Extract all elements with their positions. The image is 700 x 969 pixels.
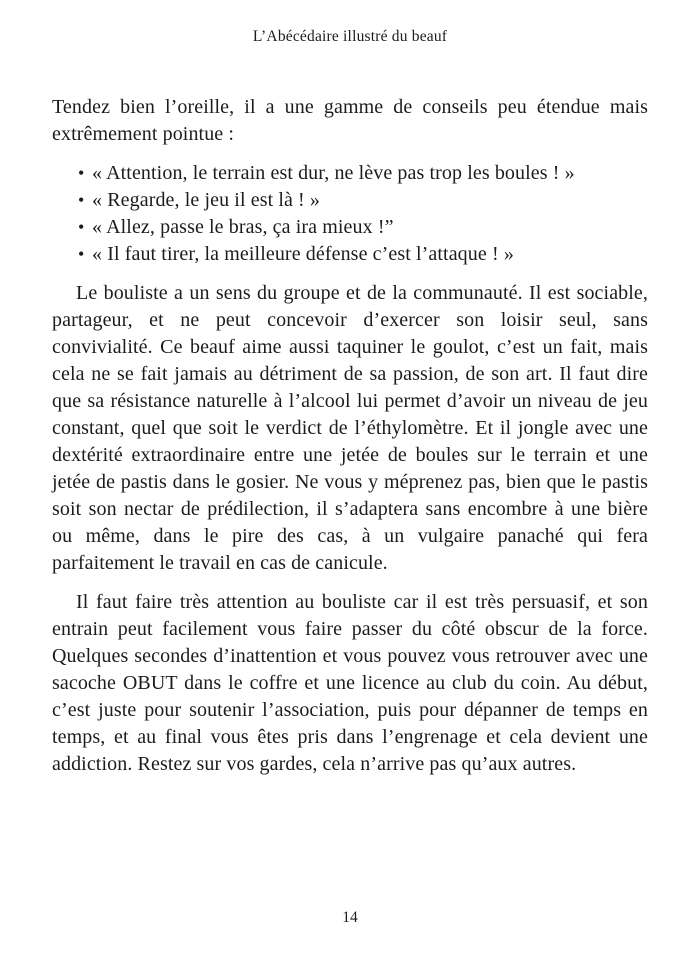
body-paragraph: Il faut faire très attention au bouliste car il est très persuasif, et son entrain peut facilement vous faire passer du côté obscur de la force. Quelques secondes d’inattention et vous pouvez vous retrouver avec une sacoche OBUT dans le coffre et une licence au club du coin. Au début, c’est juste pour soutenir l’association, puis pour dépanner de temps en temps, et au final vous êtes pris dans l’engrenage et cela devient une addiction. Restez sur vos gardes, cela n’arrive pas qu’aux autres. xyxy=(52,591,648,775)
page-content xyxy=(52,94,648,778)
list-item-text: « Il faut tirer, la meilleure défense c’est l’attaque ! » xyxy=(92,243,514,265)
bullet-icon: • xyxy=(78,163,85,183)
running-header-title: L’Abécédaire illustré du beauf xyxy=(252,28,448,45)
list-item xyxy=(78,160,648,187)
list-item xyxy=(78,241,648,268)
bullet-icon: • xyxy=(78,244,85,264)
list-item-text: « Allez, passe le bras, ça ira mieux !” xyxy=(92,216,394,238)
page-footer xyxy=(0,909,700,927)
list-item-text: « Attention, le terrain est dur, ne lève pas trop les boules ! » xyxy=(92,162,575,184)
list-item xyxy=(78,187,648,214)
intro-paragraph: Tendez bien l’oreille, il a une gamme de conseils peu étendue mais extrêmement pointue : xyxy=(52,96,648,145)
body-paragraph: Le bouliste a un sens du groupe et de la communauté. Il est sociable, partageur, et ne peut concevoir d’exercer son loisir seul, sans convivialité. Ce beauf aime aussi taquiner le goulot, c’est un fait, mais cela ne se fait jamais au détriment de sa passion, de son art. Il faut dire que sa résistance naturelle à l’alcool lui permet d’avoir un niveau de jeu constant, quel que soit le verdict de l’éthylomètre. Et il jongle avec une dextérité extraordinaire entre une jetée de boules sur le terrain et une jetée de pastis dans le gosier. Ne vous y méprenez pas, bien que le pastis soit son nectar de prédilection, il s’adaptera sans encombre à une bière ou même, dans le pire des cas, à un vulgaire panaché qui fera parfaitement le travail en cas de canicule. xyxy=(52,282,648,574)
bullet-icon: • xyxy=(78,190,85,210)
running-header xyxy=(0,28,700,46)
bullet-icon: • xyxy=(78,217,85,237)
list-item-text: « Regarde, le jeu il est là ! » xyxy=(92,189,321,211)
advice-list xyxy=(52,160,648,268)
page-number: 14 xyxy=(342,909,358,926)
list-item xyxy=(78,214,648,241)
